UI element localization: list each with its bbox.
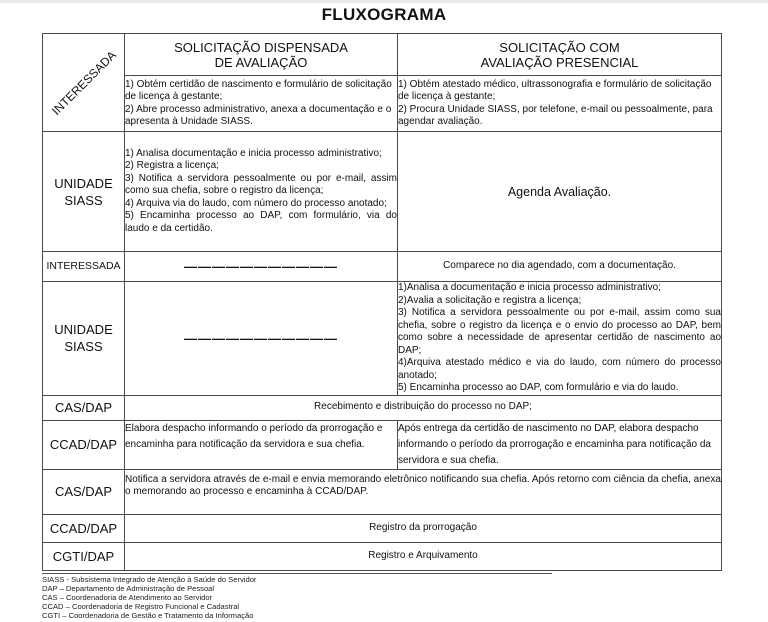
header-line: AVALIAÇÃO PRESENCIAL [480, 54, 639, 70]
table-row [43, 542, 722, 570]
footnote: CGTI – Coordenadoria de Gestão e Tratamento da Informação [42, 611, 254, 620]
cell-interessada-comparece: Comparece no dia agendado, com a documentação. [398, 252, 722, 282]
row-label-interessada-rotated [43, 34, 125, 132]
cell-siass-presencial: Agenda Avaliação. [398, 132, 722, 252]
step-text: 2) Abre processo administrativo, anexa a documentação e o apresenta à Unidade SIASS. [125, 103, 392, 128]
table-row [43, 282, 722, 396]
step-text: 1) Obtém certidão de nascimento e formulário de solicitação de licença à gestante; [125, 78, 392, 103]
step-text: 4)Arquiva atestado médico e via do laudo, com número do processo anotado; [398, 357, 721, 381]
cell-interessada-dispensada [125, 76, 398, 132]
column-header-presencial [398, 34, 722, 76]
table-row [43, 132, 722, 252]
footnote-divider [42, 573, 552, 574]
footnote: CAS – Coordenadoria de Atendimento ao Servidor [42, 593, 213, 602]
table-row [43, 76, 722, 132]
step-text: 1) Analisa documentação e inicia processo administrativo; [125, 147, 382, 159]
label-line: SIASS [64, 339, 103, 355]
table-row [43, 514, 722, 542]
header-line: SOLICITAÇÃO DISPENSADA [174, 39, 348, 55]
step-text: 1)Analisa a documentação e inicia processo administrativo; [398, 282, 661, 293]
row-label-cas-dap: CAS/DAP [43, 469, 125, 514]
cell-ccad-presencial: Após entrega da certidão de nascimento no DAP, elabora despacho informando o período da prorrogação e encaminha para notificação da servidora e sua chefia. [398, 420, 722, 469]
header-line: SOLICITAÇÃO COM [499, 39, 620, 55]
document-title: FLUXOGRAMA [321, 5, 447, 24]
empty-dash-placeholder: ——————————— [125, 252, 398, 282]
cell-registro-arquivamento: Registro e Arquivamento [125, 542, 722, 570]
step-text: 5) Encaminha processo ao DAP, com formulário e via do laudo. [398, 382, 679, 393]
step-text: 4) Arquiva via do laudo, com número do processo anotado; [125, 197, 387, 209]
row-label-text: INTERESSADA [48, 47, 119, 118]
table-row [43, 469, 722, 514]
header-line: DE AVALIAÇÃO [214, 54, 308, 70]
label-line: UNIDADE [54, 322, 113, 338]
step-text: 2) Procura Unidade SIASS, por telefone, e-mail ou pessoalmente, para agendar avaliação. [398, 103, 713, 128]
column-header-dispensada [125, 34, 398, 76]
step-text: 2) Registra a licença; [125, 160, 219, 172]
row-label-ccad-dap: CCAD/DAP [43, 514, 125, 542]
table-row [43, 420, 722, 469]
row-label-unidade-siass [43, 282, 125, 396]
flowchart-table [42, 33, 722, 571]
cell-siass-dispensada [125, 132, 398, 252]
row-label-interessada: INTERESSADA [43, 252, 125, 282]
step-text: 3) Notifica a servidora pessoalmente ou por e-mail, assim como sua chefia, sobre o registro da licença e o envio do processo ao DAP, bem como sobre a necessidade de apresentar certidão de nascimento ao DAP; [398, 307, 721, 356]
top-strip [0, 0, 768, 3]
cell-cas-notifica: Notifica a servidora através de e-mail e envia memorando eletrônico notificando sua chefia. Após retorno com ciência da chefia, anexa o memorando ao processo e encaminha à CCAD/DAP. [125, 469, 722, 514]
row-label-cas-dap: CAS/DAP [43, 395, 125, 420]
step-text: 1) Obtém atestado médico, ultrassonografia e formulário de solicitação de licença à gestante; [398, 78, 712, 103]
cell-recebimento: Recebimento e distribuição do processo no DAP; [125, 395, 722, 420]
footnote: DAP – Departamento de Administração de Pessoal [42, 584, 215, 593]
step-text: 3) Notifica a servidora pessoalmente ou por e-mail, assim como sua chefia, sobre o registro da licença; [125, 172, 397, 197]
cell-ccad-dispensada: Elabora despacho informando o período da prorrogação e encaminha para notificação da servidora e sua chefia. [125, 420, 398, 469]
row-label-cgti-dap: CGTI/DAP [43, 542, 125, 570]
footnote: SIASS - Subsistema Integrado de Atenção à Saúde do Servidor [42, 575, 257, 584]
table-row [43, 252, 722, 282]
step-text: 2)Avalia a solicitação e registra a licença; [398, 294, 582, 306]
cell-siass-presencial-steps [398, 282, 722, 396]
table-row [43, 395, 722, 420]
row-label-ccad-dap: CCAD/DAP [43, 420, 125, 469]
cell-interessada-presencial [398, 76, 722, 132]
label-line: UNIDADE [54, 175, 113, 191]
footnotes [42, 575, 256, 620]
row-label-unidade-siass [43, 132, 125, 252]
header-row [43, 34, 722, 76]
empty-dash-placeholder: ——————————— [125, 282, 398, 396]
footnote: CCAD – Coordenadoria de Registro Funcional e Cadastral [42, 602, 240, 611]
step-text: 5) Encaminha processo ao DAP, com formulário, via do laudo e da certidão. [125, 210, 397, 234]
cell-registro-prorrogacao: Registro da prorrogação [125, 514, 722, 542]
label-line: SIASS [64, 192, 103, 208]
